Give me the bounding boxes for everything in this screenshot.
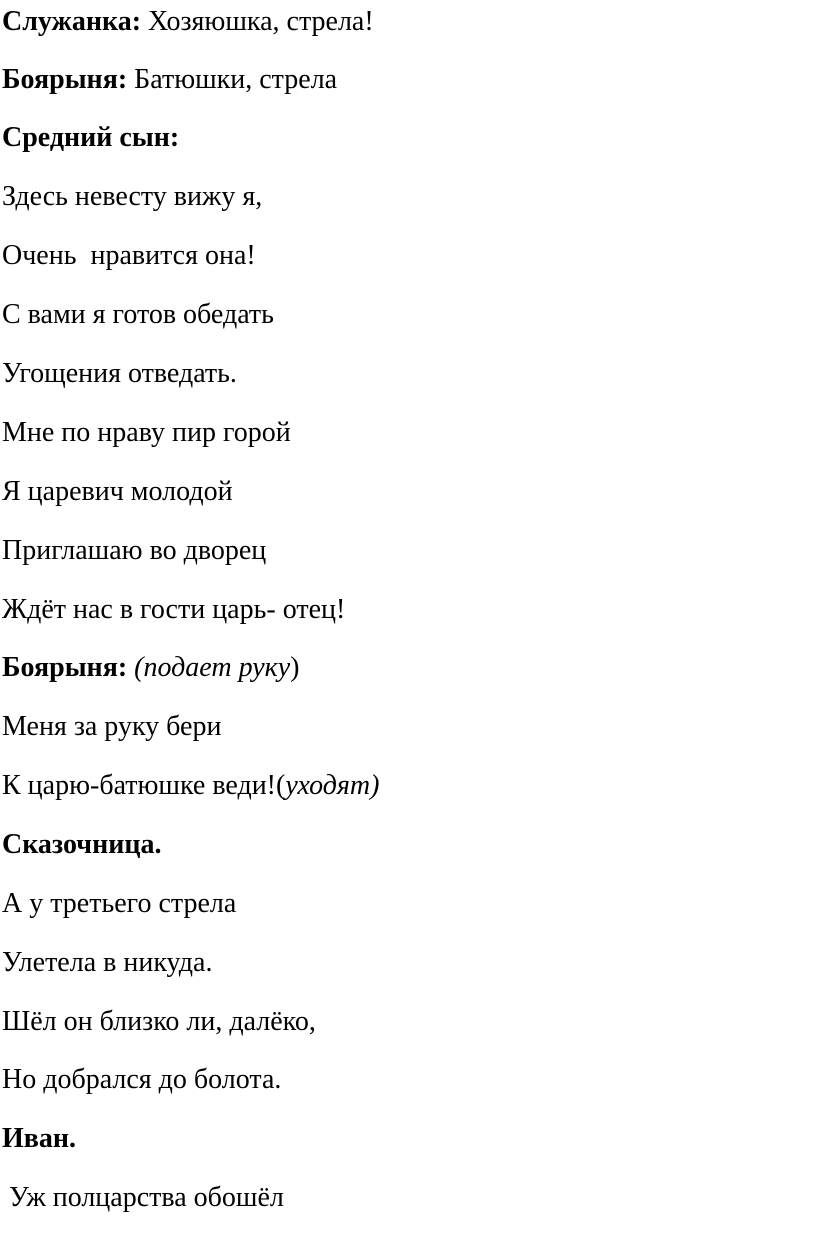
line-text: Хозяюшка, стрела! [141,6,374,37]
line-text: Приглашаю во дворец [2,535,267,566]
script-line [2,118,179,158]
line-text: К царю-батюшке веди!( [2,770,286,801]
verse-line [2,1002,316,1042]
verse-line [2,884,236,924]
line-text: Очень нравится она! [2,240,256,271]
line-text: С вами я готов обедать [2,299,274,330]
verse-line [2,590,345,630]
stage-direction: уходят) [285,770,380,801]
verse-line [2,177,262,217]
verse-line [2,295,274,335]
speaker-name: Средний сын: [2,122,180,153]
verse-line [2,707,221,747]
verse-line [2,413,291,453]
verse-line [2,1178,284,1218]
line-text: Ждёт нас в гости царь- отец! [2,594,346,625]
line-text: Уж полцарства обошёл [2,1182,284,1213]
verse-line [2,766,379,806]
line-text: Но добрался до болота. [2,1064,282,1095]
line-text: Угощения отведать. [2,358,237,389]
speaker-name: Боярыня: [2,652,128,683]
verse-line [2,354,237,394]
script-line [2,1119,76,1159]
speaker-name: Сказочница. [2,829,162,860]
stage-direction: (подает руку [134,652,291,683]
script-line [2,60,337,100]
speaker-name: Боярыня: [2,64,128,95]
script-line [2,2,374,42]
line-text: Улетела в никуда. [2,947,213,978]
line-text: Меня за руку бери [2,711,222,742]
verse-line [2,472,233,512]
verse-line [2,531,266,571]
verse-line [2,943,212,983]
line-text: Мне по нраву пир горой [2,417,291,448]
line-text: А у третьего стрела [2,888,237,919]
verse-line [2,1060,281,1100]
script-line [2,648,299,688]
script-line [2,825,161,865]
line-text: Батюшки, стрела [127,64,338,95]
line-text: Я царевич молодой [2,476,233,507]
line-text: Здесь невесту вижу я, [2,181,263,212]
line-text: Шёл он близко ли, далёко, [2,1006,316,1037]
speaker-name: Служанка: [2,6,142,37]
verse-line [2,236,256,276]
stage-direction-close: ) [290,652,300,683]
speaker-name: Иван. [2,1123,77,1154]
